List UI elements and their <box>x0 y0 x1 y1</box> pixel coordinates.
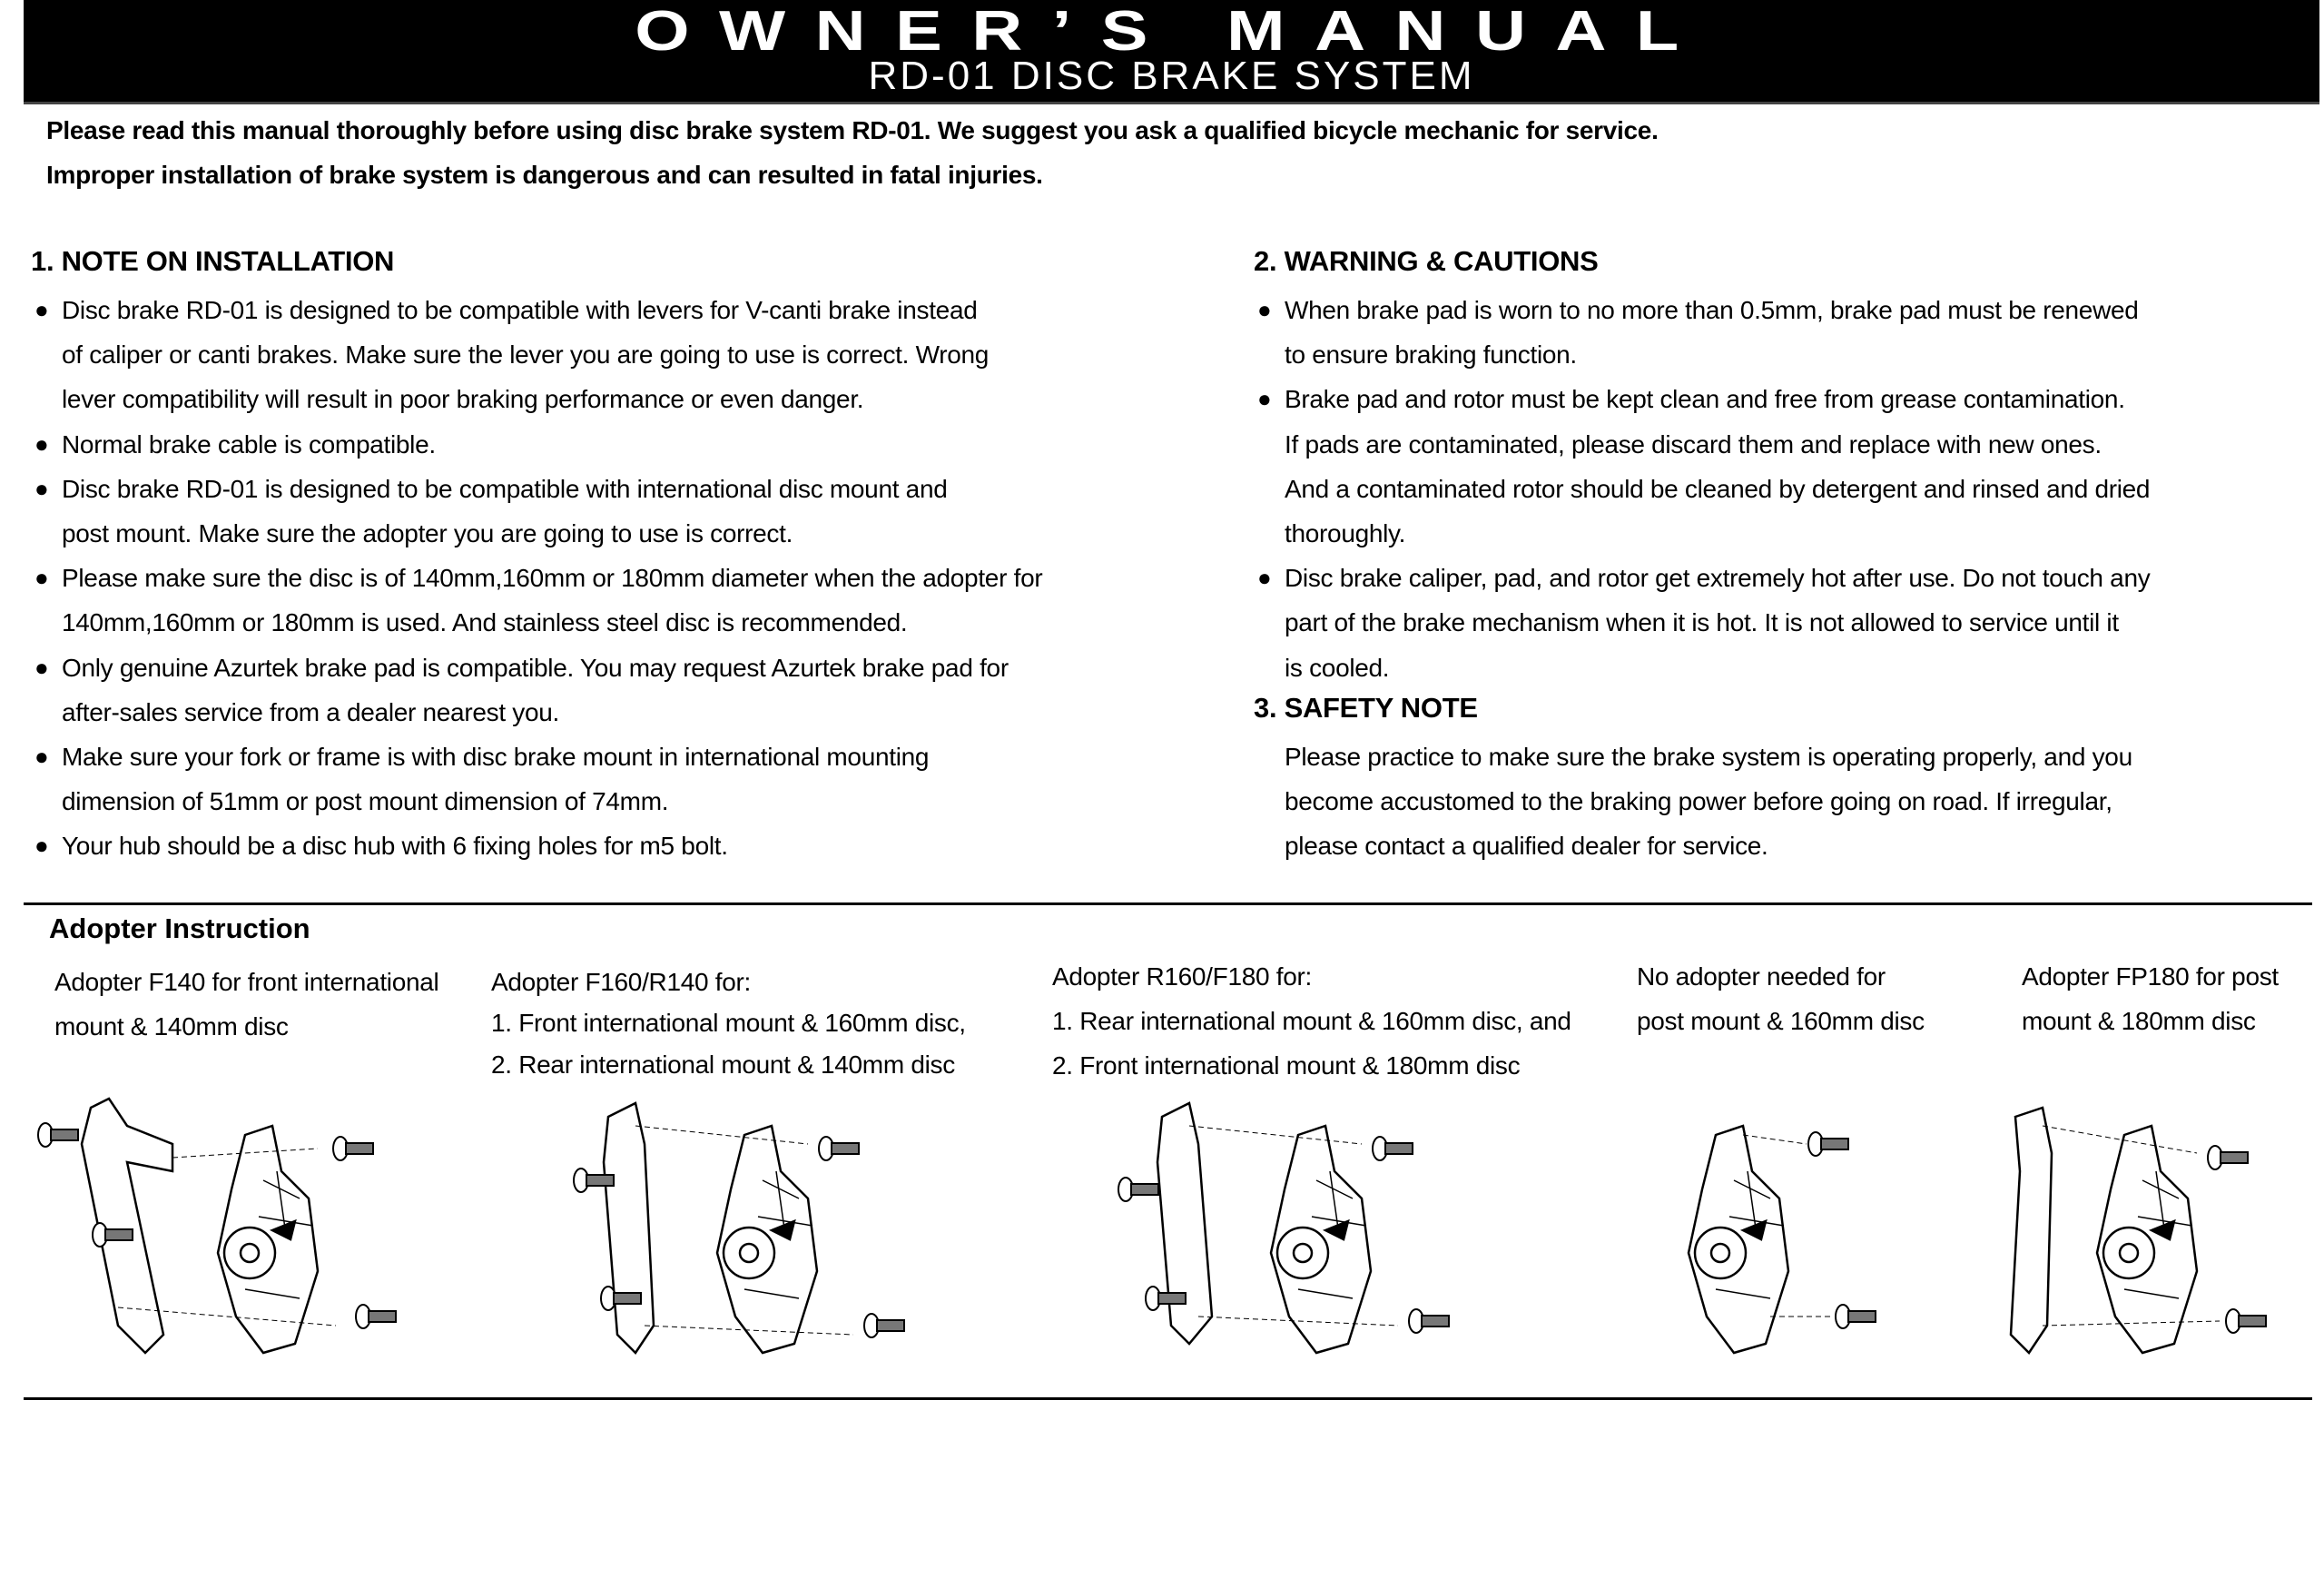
line-text: Disc brake RD-01 is designed to be compatible with levers for V-canti brake instead <box>62 296 978 324</box>
divider <box>24 1397 2312 1400</box>
text-line <box>31 556 1042 600</box>
line-text: post mount. Make sure the adopter you are going to use is correct. <box>62 518 793 547</box>
adopter-column <box>2022 954 2279 1043</box>
adopter-column <box>54 960 438 1049</box>
line-text: to ensure braking function. <box>1285 340 1577 370</box>
text-line <box>1254 646 2150 690</box>
bullet-icon: ● <box>34 474 49 502</box>
line-text: 140mm,160mm or 180mm is used. And stainless steel disc is recommended. <box>62 608 908 637</box>
text-line <box>31 467 1042 511</box>
intro-line: Improper installation of brake system is dangerous and can resulted in fatal injuries. <box>46 161 1043 189</box>
text-line <box>31 288 1042 332</box>
line-text: Normal brake cable is compatible. <box>62 429 436 459</box>
line-text: Disc brake caliper, pad, and rotor get extremely hot after use. Do not touch any <box>1285 564 2151 593</box>
line-text: after-sales service from a dealer nearest you. <box>62 697 560 726</box>
text-line <box>31 332 1042 377</box>
line-text: is cooled. <box>1285 653 1390 682</box>
adopter-text: 1. Front international mount & 160mm disc, <box>491 1009 966 1037</box>
text-line <box>1254 735 2132 779</box>
bullet-icon: ● <box>1257 296 1272 323</box>
bullet-icon: ● <box>34 429 49 458</box>
line-text: please contact a qualified dealer for service. <box>1285 832 1768 861</box>
text-line <box>1254 600 2150 645</box>
line-text: If pads are contaminated, please discard them and replace with new ones. <box>1285 429 2102 459</box>
adopter-text: mount & 180mm disc <box>2022 1007 2256 1035</box>
bullet-icon: ● <box>34 296 49 323</box>
adopter-heading: Adopter Instruction <box>49 912 310 944</box>
section-heading: 1. NOTE ON INSTALLATION <box>31 245 395 277</box>
adopter-f140-illustration <box>27 1090 445 1371</box>
adopter-text: 2. Rear international mount & 140mm disc <box>491 1050 955 1079</box>
manual-subtitle: RD-01 DISC BRAKE SYSTEM <box>868 54 1475 98</box>
line-text: of caliper or canti brakes. Make sure the lever you are going to use is correct. Wrong <box>62 340 990 370</box>
adopter-text: No adopter needed for <box>1637 962 1886 991</box>
line-text: dimension of 51mm or post mount dimension of 74mm. <box>62 787 669 816</box>
line-text: Make sure your fork or frame is with disc brake mount in international mounting <box>62 742 930 771</box>
text-line <box>1254 288 2150 332</box>
text-line <box>1254 377 2150 421</box>
text-line <box>1254 511 2150 556</box>
bullet-icon: ● <box>1257 385 1272 413</box>
adopter-text: Adopter R160/F180 for: <box>1052 962 1313 991</box>
text-line <box>1254 422 2150 467</box>
line-text: thoroughly. <box>1285 518 1406 547</box>
adopter-text: Adopter FP180 for post <box>2022 962 2279 991</box>
adopter-column <box>491 960 1013 1087</box>
adopter-text: Adopter F160/R140 for: <box>491 968 752 996</box>
bullet-icon: ● <box>34 742 49 770</box>
section-heading: 2. WARNING & CAUTIONS <box>1254 245 1599 277</box>
text-line <box>31 422 1042 467</box>
adopter-text: mount & 140mm disc <box>54 1012 289 1040</box>
divider <box>24 902 2312 905</box>
bullet-icon: ● <box>1257 564 1272 592</box>
text-line <box>1254 824 2132 868</box>
text-line <box>31 511 1042 556</box>
adopter-column <box>1637 954 1925 1043</box>
line-text: And a contaminated rotor should be cleaned by detergent and rinsed and dried <box>1285 474 2151 503</box>
line-text: When brake pad is worn to no more than 0.5mm, brake pad must be renewed <box>1285 296 2139 324</box>
line-text: lever compatibility will result in poor braking performance or even danger. <box>62 385 864 414</box>
adopter-text: Adopter F140 for front international <box>54 968 439 996</box>
intro-line: Please read this manual thoroughly before using disc brake system RD-01. We suggest you ask a qualified bicycle mechanic for service. <box>46 116 1659 144</box>
text-line <box>31 735 1042 779</box>
line-text: Only genuine Azurtek brake pad is compatible. You may request Azurtek brake pad for <box>62 653 1009 682</box>
text-line <box>31 600 1042 645</box>
adopter-column <box>1052 954 1571 1088</box>
text-line <box>31 779 1042 824</box>
text-line <box>31 824 1042 868</box>
manual-title: OWNER’S MANUAL <box>635 0 1709 63</box>
adopter-fp180-illustration <box>1979 1090 2324 1371</box>
bullet-icon: ● <box>34 564 49 592</box>
section-heading: 3. SAFETY NOTE <box>1254 692 1478 724</box>
text-line <box>1254 556 2150 600</box>
adopter-f160-r140-illustration <box>554 1090 971 1371</box>
line-text: Brake pad and rotor must be kept clean and free from grease contamination. <box>1285 385 2125 414</box>
installation-section <box>31 243 1042 868</box>
line-text: become accustomed to the braking power before going on road. If irregular, <box>1285 787 2112 816</box>
line-text: Your hub should be a disc hub with 6 fixing holes for m5 bolt. <box>62 832 728 861</box>
line-text: Disc brake RD-01 is designed to be compatible with international disc mount and <box>62 474 948 503</box>
text-line <box>1254 467 2150 511</box>
adopter-text: 2. Front international mount & 180mm disc <box>1052 1051 1521 1080</box>
adopter-text: post mount & 160mm disc <box>1637 1007 1925 1035</box>
bullet-icon: ● <box>34 653 49 681</box>
adopter-r160-f180-illustration <box>1098 1090 1516 1371</box>
safety-section <box>1254 690 2132 869</box>
text-line <box>31 690 1042 735</box>
text-line <box>1254 779 2132 824</box>
header-banner <box>24 0 2319 104</box>
text-line <box>1254 332 2150 377</box>
text-line <box>31 377 1042 421</box>
adopter-text: 1. Rear international mount & 160mm disc, and <box>1052 1007 1571 1035</box>
text-line <box>31 646 1042 690</box>
warnings-section <box>1254 243 2150 690</box>
bullet-icon: ● <box>34 832 49 860</box>
line-text: part of the brake mechanism when it is hot. It is not allowed to service until it <box>1285 608 2119 637</box>
line-text: Please make sure the disc is of 140mm,160mm or 180mm diameter when the adopter for <box>62 564 1043 593</box>
line-text: Please practice to make sure the brake system is operating properly, and you <box>1285 743 2132 771</box>
